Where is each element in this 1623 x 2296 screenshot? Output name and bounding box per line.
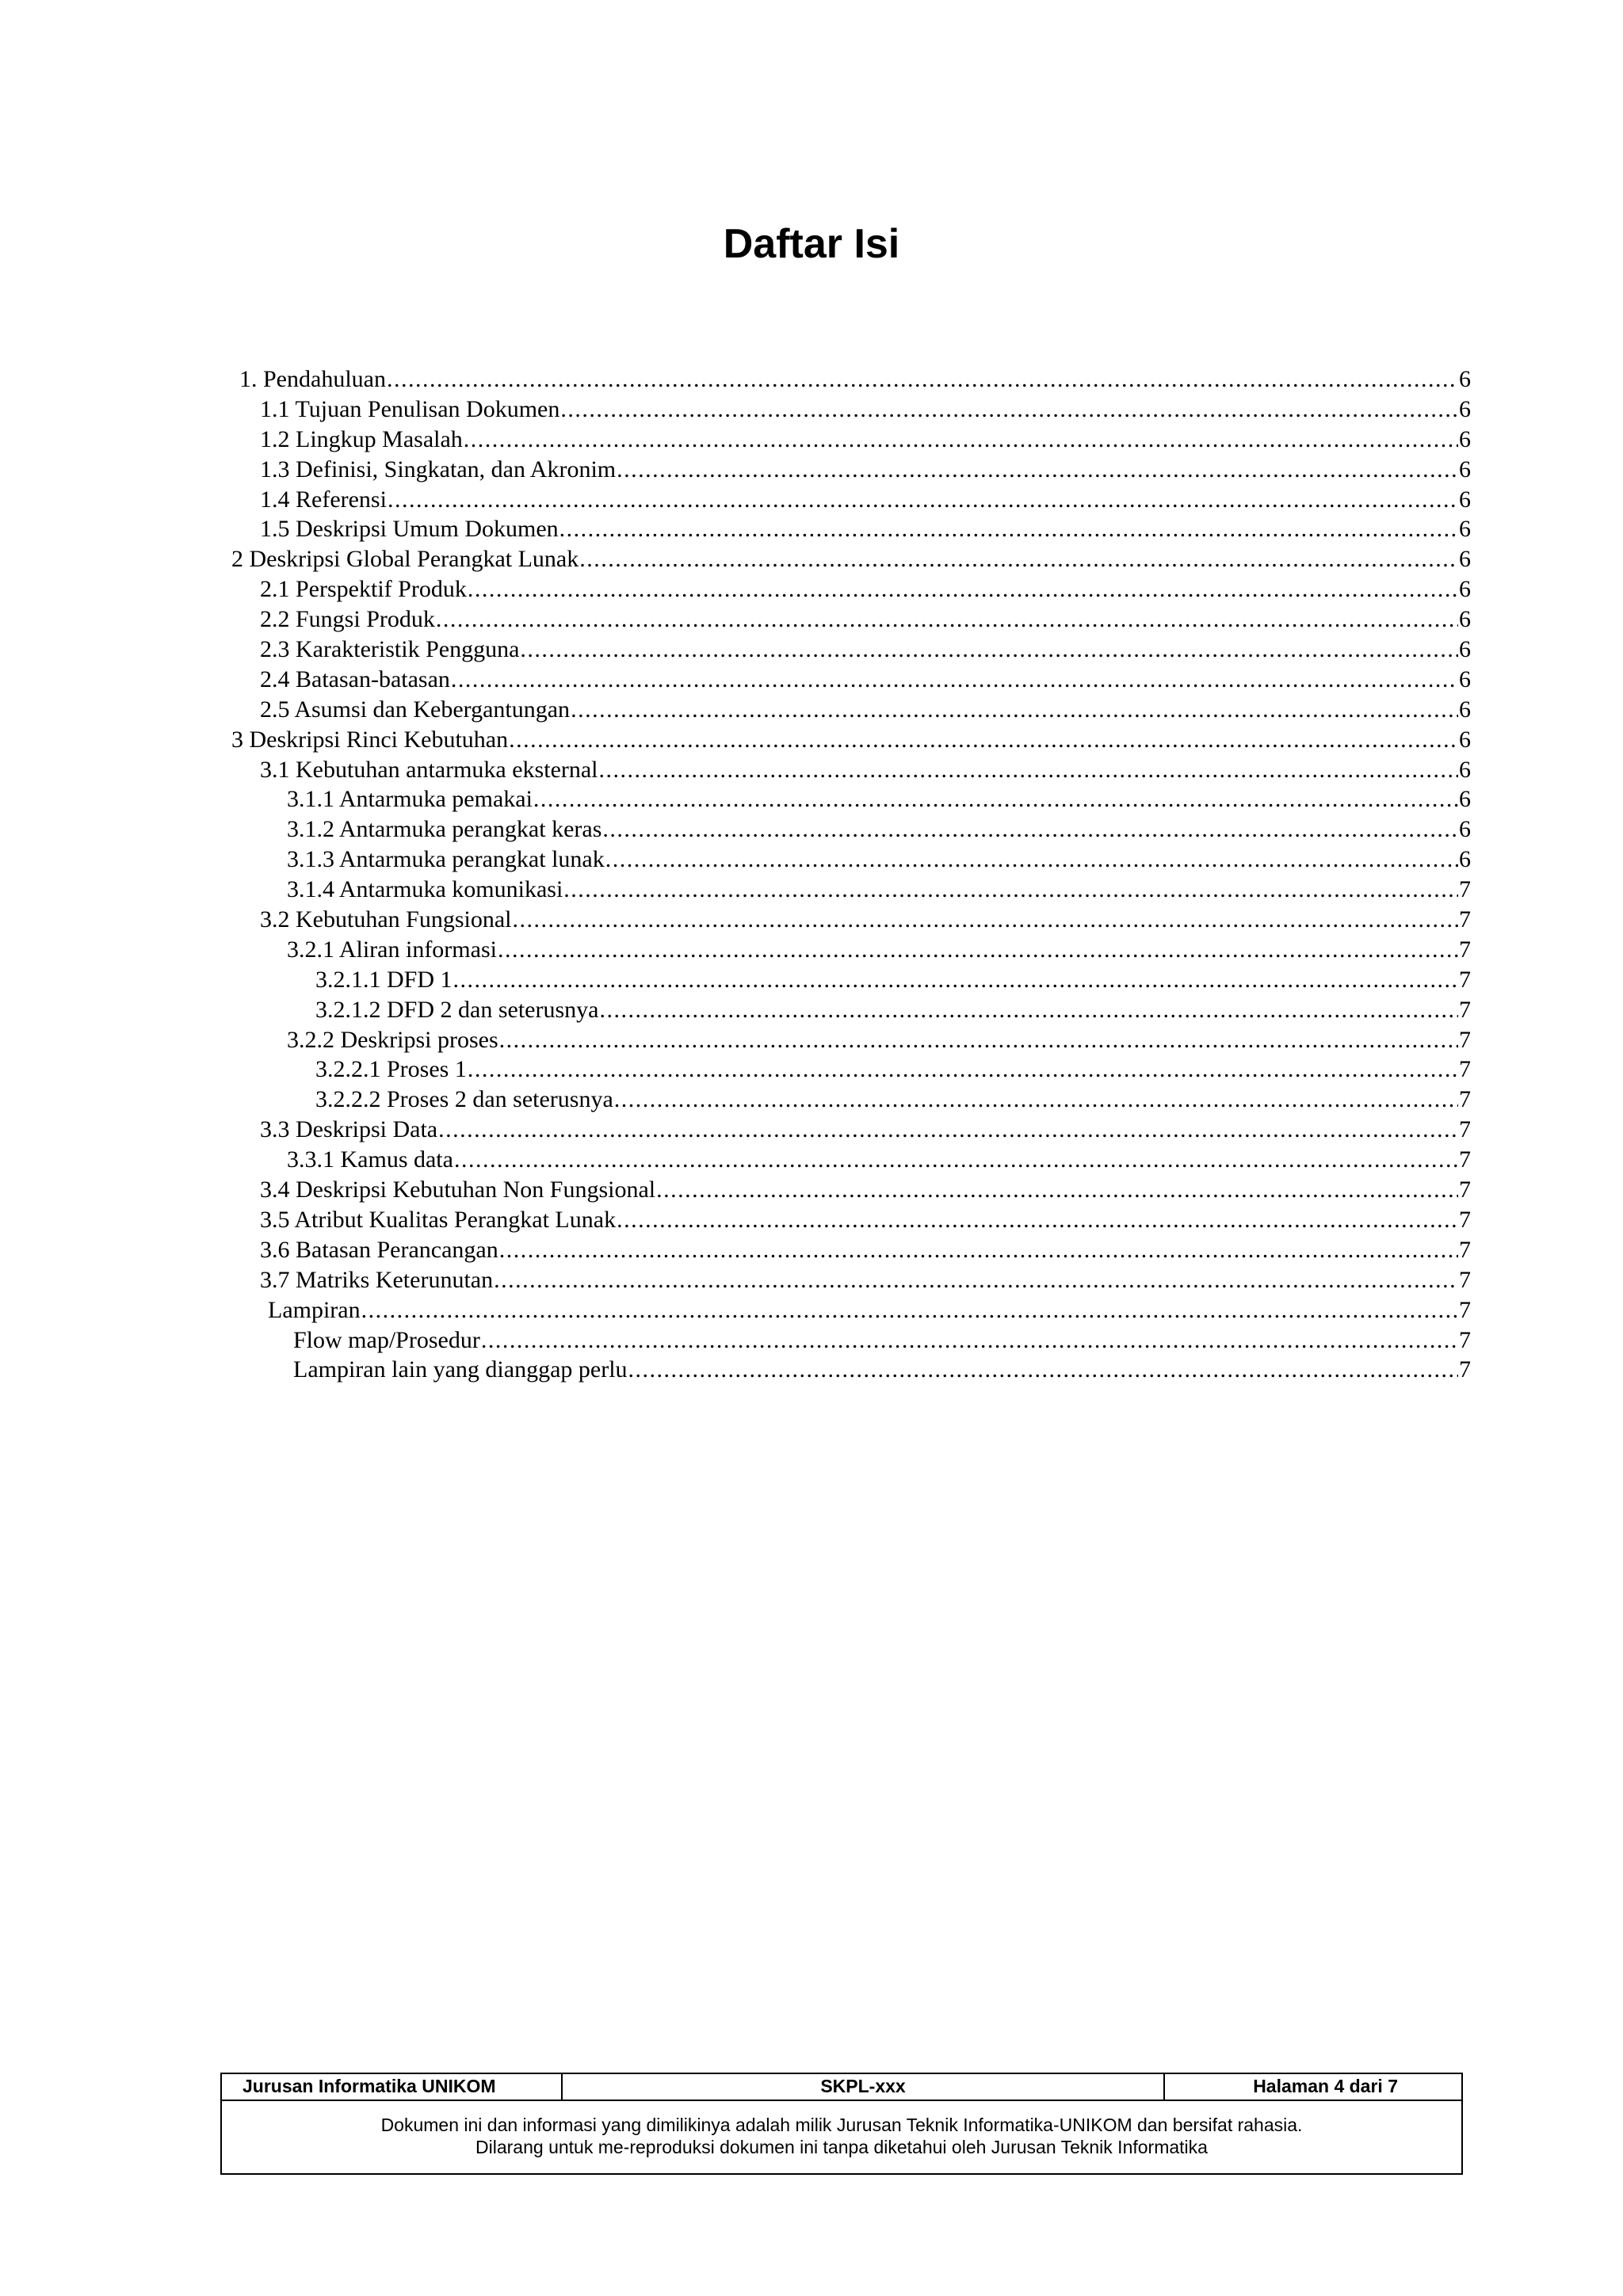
toc-entry-title: 3.3.1 Kamus data: [287, 1146, 453, 1173]
toc-dot-leader: [628, 1355, 1458, 1385]
page-footer: [220, 2073, 1463, 2175]
toc-entry-title: 3 Deskripsi Rinci Kebutuhan: [231, 726, 509, 753]
toc-entry-page: 6: [1459, 666, 1471, 692]
toc-entry[interactable]: [260, 455, 1471, 485]
toc-entry-title: 1.5 Deskripsi Umum Dokumen: [260, 516, 559, 543]
toc-entry[interactable]: [293, 1325, 1471, 1356]
toc-dot-leader: [498, 935, 1458, 965]
toc-entry[interactable]: [260, 905, 1471, 935]
toc-dot-leader: [512, 905, 1458, 935]
toc-entry-page: 7: [1459, 906, 1471, 933]
toc-entry[interactable]: [260, 1205, 1471, 1235]
toc-entry-title: 2.1 Perspektif Produk: [260, 576, 467, 603]
toc-dot-leader: [599, 995, 1458, 1025]
toc-entry-page: 6: [1459, 786, 1471, 813]
toc-entry-title: 3.5 Atribut Kualitas Perangkat Lunak: [260, 1206, 617, 1233]
toc-entry-title: 3.2.1.1 DFD 1: [315, 966, 453, 993]
table-of-contents: [0, 364, 1623, 1385]
toc-dot-leader: [453, 965, 1458, 995]
toc-entry-page: 7: [1459, 1146, 1471, 1173]
toc-entry[interactable]: [315, 995, 1471, 1025]
toc-entry[interactable]: [260, 665, 1471, 695]
toc-entry[interactable]: [287, 784, 1471, 814]
footer-notice: [222, 2101, 1461, 2158]
toc-entry[interactable]: [260, 425, 1471, 455]
toc-dot-leader: [614, 1085, 1458, 1115]
toc-entry[interactable]: [260, 1235, 1471, 1265]
toc-dot-leader: [599, 755, 1458, 785]
toc-entry[interactable]: [260, 605, 1471, 635]
toc-dot-leader: [481, 1325, 1458, 1356]
toc-dot-leader: [560, 395, 1458, 425]
toc-entry-page: 7: [1459, 1206, 1471, 1233]
toc-dot-leader: [605, 845, 1458, 875]
toc-entry-page: 7: [1459, 1086, 1471, 1113]
toc-entry-page: 6: [1459, 846, 1471, 873]
toc-entry-title: 1.1 Tujuan Penulisan Dokumen: [260, 395, 560, 422]
toc-entry-title: 3.2.2 Deskripsi proses: [287, 1026, 498, 1053]
toc-dot-leader: [464, 425, 1458, 455]
toc-entry-page: 6: [1459, 696, 1471, 723]
toc-dot-leader: [617, 455, 1458, 485]
toc-entry[interactable]: [260, 1175, 1471, 1205]
toc-entry-page: 6: [1459, 425, 1471, 452]
toc-entry-title: 3.1.3 Antarmuka perangkat lunak: [287, 846, 605, 873]
footer-institution: Jurusan Informatika UNIKOM: [222, 2074, 563, 2100]
toc-entry-title: 3.3 Deskripsi Data: [260, 1116, 438, 1143]
toc-entry-title: 2 Deskripsi Global Perangkat Lunak: [231, 546, 579, 573]
toc-entry-page: 7: [1459, 1326, 1471, 1353]
toc-entry[interactable]: [260, 755, 1471, 785]
toc-entry-title: 3.4 Deskripsi Kebutuhan Non Fungsional: [260, 1177, 656, 1203]
toc-entry-page: 7: [1459, 1236, 1471, 1263]
toc-entry-page: 6: [1459, 816, 1471, 843]
toc-entry-title: 2.4 Batasan-batasan: [260, 666, 450, 692]
toc-entry-title: 3.6 Batasan Perancangan: [260, 1236, 498, 1263]
toc-entry-title: Lampiran: [268, 1296, 361, 1323]
page-title: Daftar Isi: [723, 221, 900, 267]
toc-entry[interactable]: [231, 725, 1471, 755]
toc-entry[interactable]: [315, 1085, 1471, 1115]
toc-dot-leader: [520, 635, 1458, 665]
toc-entry-title: 2.3 Karakteristik Pengguna: [260, 636, 520, 663]
footer-page-info: Halaman 4 dari 7: [1253, 2076, 1398, 2096]
toc-entry-title: 1.3 Definisi, Singkatan, dan Akronim: [260, 456, 617, 482]
footer-doc-code: SKPL-xxx: [563, 2074, 1165, 2100]
toc-entry[interactable]: [287, 875, 1471, 905]
toc-entry[interactable]: [260, 1265, 1471, 1295]
toc-entry-title: 2.2 Fungsi Produk: [260, 606, 435, 633]
toc-dot-leader: [436, 605, 1458, 635]
toc-entry-page: 7: [1459, 1266, 1471, 1293]
toc-entry-page: 7: [1459, 1026, 1471, 1053]
toc-entry[interactable]: [260, 514, 1471, 544]
toc-entry[interactable]: [260, 695, 1471, 725]
toc-entry[interactable]: [293, 1355, 1471, 1385]
toc-dot-leader: [387, 364, 1458, 395]
toc-entry-title: 3.2 Kebutuhan Fungsional: [260, 906, 512, 933]
toc-entry-page: 7: [1459, 936, 1471, 963]
toc-entry-page: 6: [1459, 726, 1471, 753]
toc-entry-page: 6: [1459, 636, 1471, 663]
toc-dot-leader: [454, 1145, 1458, 1175]
toc-entry-title: 1. Pendahuluan: [239, 366, 386, 392]
toc-entry[interactable]: [260, 1115, 1471, 1145]
toc-entry-page: 6: [1459, 395, 1471, 422]
toc-entry-page: 7: [1459, 996, 1471, 1023]
toc-entry-page: 6: [1459, 486, 1471, 513]
toc-dot-leader: [468, 1055, 1458, 1085]
toc-entry[interactable]: [287, 935, 1471, 965]
toc-dot-leader: [499, 1025, 1458, 1055]
toc-entry-title: 3.2.1.2 DFD 2 dan seterusnya: [315, 996, 599, 1023]
toc-dot-leader: [451, 665, 1458, 695]
toc-entry-title: 3.2.2.1 Proses 1: [315, 1056, 467, 1083]
toc-entry-title: 3.1.1 Antarmuka pemakai: [287, 786, 533, 813]
toc-entry-title: Lampiran lain yang dianggap perlu: [293, 1356, 628, 1383]
toc-entry-page: 7: [1459, 1356, 1471, 1383]
toc-entry-title: 3.2.2.2 Proses 2 dan seterusnya: [315, 1086, 613, 1113]
toc-entry[interactable]: [260, 395, 1471, 425]
toc-dot-leader: [533, 784, 1458, 814]
toc-entry[interactable]: [260, 635, 1471, 665]
toc-entry-page: 7: [1459, 1056, 1471, 1083]
toc-entry-page: 6: [1459, 456, 1471, 482]
toc-entry-page: 6: [1459, 756, 1471, 783]
toc-entry-page: 7: [1459, 1177, 1471, 1203]
toc-entry-title: 1.2 Lingkup Masalah: [260, 425, 463, 452]
toc-entry[interactable]: [260, 574, 1471, 605]
toc-entry-page: 7: [1459, 1296, 1471, 1323]
toc-entry-page: 7: [1459, 1116, 1471, 1143]
toc-entry[interactable]: [315, 1055, 1471, 1085]
toc-entry-title: 1.4 Referensi: [260, 486, 387, 513]
toc-entry-page: 6: [1459, 546, 1471, 573]
toc-entry-page: 6: [1459, 366, 1471, 392]
footer-notice-line1: Dokumen ini dan informasi yang dimilikinya adalah milik Jurusan Teknik Informatika-UNIKOM dan bersifat rahasia.: [380, 2115, 1303, 2135]
toc-dot-leader: [617, 1205, 1458, 1235]
toc-dot-leader: [563, 875, 1458, 905]
toc-entry[interactable]: [287, 845, 1471, 875]
toc-entry-title: 3.1.2 Antarmuka perangkat keras: [287, 816, 602, 843]
toc-entry-title: 3.1.4 Antarmuka komunikasi: [287, 876, 563, 903]
toc-entry-page: 6: [1459, 516, 1471, 543]
toc-entry[interactable]: [287, 1145, 1471, 1175]
toc-entry[interactable]: [260, 485, 1471, 515]
toc-entry-title: 3.7 Matriks Keterunutan: [260, 1266, 494, 1293]
toc-entry[interactable]: [315, 965, 1471, 995]
toc-entry-title: Flow map/Prosedur: [293, 1326, 480, 1353]
toc-dot-leader: [438, 1115, 1458, 1145]
toc-entry-title: 2.5 Asumsi dan Kebergantungan: [260, 696, 571, 723]
toc-entry-page: 7: [1459, 876, 1471, 903]
toc-dot-leader: [559, 514, 1458, 544]
toc-entry-title: 3.2.1 Aliran informasi: [287, 936, 497, 963]
footer-notice-line2: Dilarang untuk me-reproduksi dokumen ini tanpa diketahui oleh Jurusan Teknik Informatika: [475, 2137, 1208, 2157]
toc-dot-leader: [468, 574, 1458, 605]
toc-entry[interactable]: [287, 1025, 1471, 1055]
toc-entry[interactable]: [231, 544, 1471, 574]
toc-entry[interactable]: [268, 1295, 1471, 1325]
toc-entry[interactable]: [239, 364, 1471, 395]
toc-dot-leader: [499, 1235, 1458, 1265]
toc-entry-page: 6: [1459, 576, 1471, 603]
footer-header-row: [222, 2074, 1461, 2101]
toc-dot-leader: [361, 1295, 1458, 1325]
toc-entry-page: 6: [1459, 606, 1471, 633]
toc-dot-leader: [494, 1265, 1458, 1295]
toc-dot-leader: [579, 544, 1458, 574]
toc-dot-leader: [602, 814, 1458, 845]
toc-dot-leader: [509, 725, 1458, 755]
toc-entry[interactable]: [287, 814, 1471, 845]
toc-dot-leader: [571, 695, 1458, 725]
toc-dot-leader: [388, 485, 1458, 515]
toc-entry-page: 7: [1459, 966, 1471, 993]
toc-dot-leader: [656, 1175, 1458, 1205]
toc-entry-title: 3.1 Kebutuhan antarmuka eksternal: [260, 756, 598, 783]
